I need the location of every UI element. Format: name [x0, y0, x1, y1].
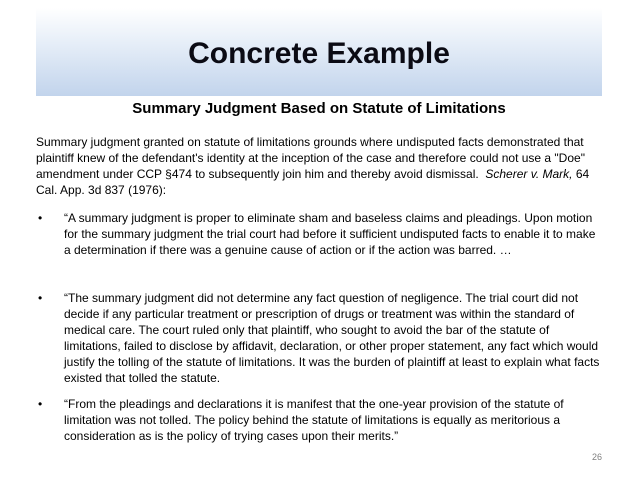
quote-item [36, 396, 602, 444]
slide-title: Concrete Example [188, 37, 450, 70]
quote-text: “The summary judgment did not determine any fact question of negligence. The trial court did not decide if any particular treatment or prescription of drugs or treatment was within the standard of medical care. The court ruled only that plaintiff, who sought to avoid the bar of the statute of limitations, failed to disclose by affidavit, declaration, or other proper statement, any fact which would justify the tolling of the statute of limitations. It was the burden of plaintiff at least to explain what facts existed that tolled the statute. [64, 291, 600, 385]
bullet-marker: • [38, 397, 43, 411]
quote-item [36, 290, 602, 386]
page-number: 26 [591, 452, 602, 462]
intro-text: Summary judgment granted on statute of limitations grounds where undisputed facts demonstrated that plaintiff knew of the defendant's identity at the inception of the case and therefore could not use a "Doe" amendment under CCP §474 to subsequently join him and thereby avoid dismissal. [36, 135, 585, 181]
intro-paragraph [36, 134, 602, 198]
slide-subtitle: Summary Judgment Based on Statute of Limitations [132, 100, 506, 117]
quote-item [36, 210, 602, 258]
bullet-marker: • [38, 291, 43, 305]
quote-text: “From the pleadings and declarations it is manifest that the one-year provision of the statute of limitation was not tolled. The policy behind the statute of limitations is equally as meritorious a consideration as is the policy of trying cases upon their merits.” [64, 397, 564, 443]
quote-text: “A summary judgment is proper to eliminate sham and baseless claims and pleadings. Upon motion for the summary judgment the trial court had before it sufficient undisputed facts to enable it to make a determination if there was a genuine cause of action or if the action was barred. … [64, 211, 596, 257]
bullet-marker: • [38, 211, 43, 225]
case-citation: 64 Cal. App. 3d 837 (1976): [36, 167, 590, 197]
case-name: Scherer v. Mark, [485, 167, 573, 181]
